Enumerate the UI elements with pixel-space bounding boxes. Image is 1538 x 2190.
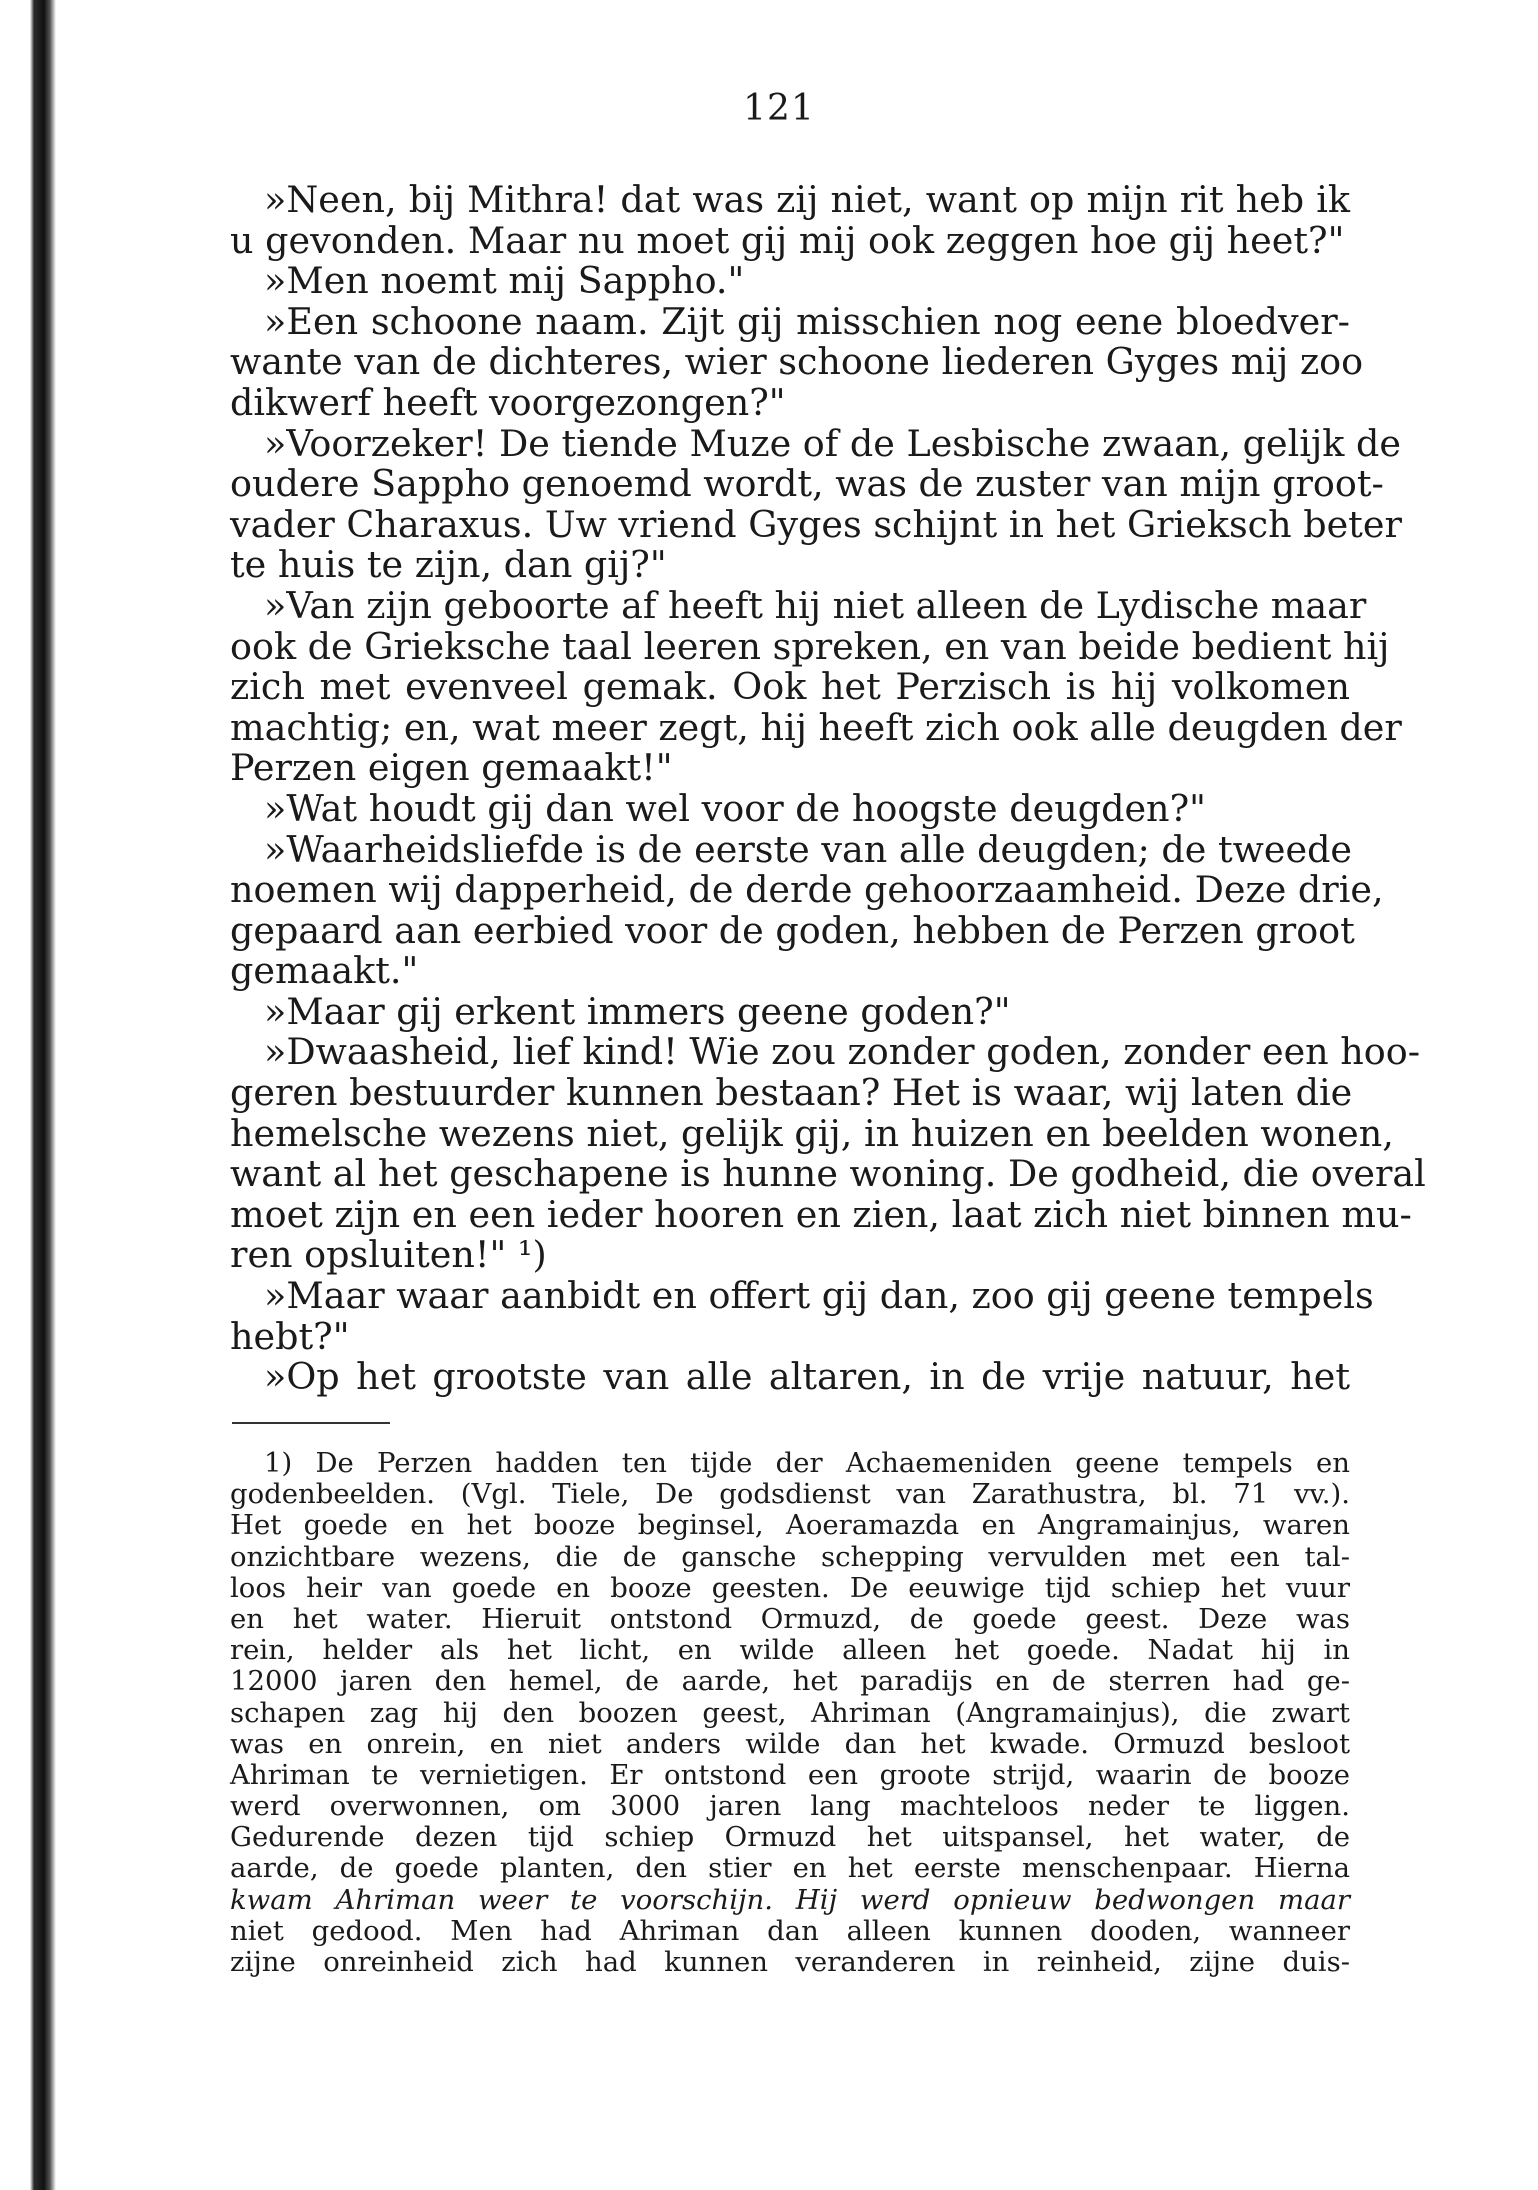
text-line: »Op het grootste van alle altaren, in de vrije natuur, het [264, 1355, 1350, 1399]
footnote-line: 1) De Perzen hadden ten tijde der Achaemeniden geene tempels en [264, 1447, 1350, 1479]
footnote-line: schapen zag hij den boozen geest, Ahriman (Angramainjus), die zwart [230, 1696, 1350, 1729]
text-line: gepaard aan eerbied voor de goden, hebben de Perzen groot [230, 908, 1355, 952]
text-line: geren bestuurder kunnen bestaan? Het is waar, wij laten die [230, 1071, 1353, 1115]
footnote-line: en het water. Hieruit ontstond Ormuzd, de goede geest. Deze was [230, 1602, 1350, 1635]
text-line: »Wat houdt gij dan wel voor de hoogste deugden?" [264, 786, 1206, 830]
body-text [230, 178, 1426, 1399]
text-line: »Voorzeker! De tiende Muze of de Lesbische zwaan, gelijk de [264, 421, 1401, 465]
text-line: wante van de dichteres, wier schoone liederen Gyges mij zoo [230, 340, 1364, 384]
footnote-line: kwam Ahriman weer te voorschijn. Hij werd opnieuw bedwongen maar [230, 1883, 1350, 1916]
footnote-line: zijne onreinheid zich had kunnen veranderen in reinheid, zijne duis- [230, 1946, 1350, 1978]
text-line: want al het geschapene is hunne woning. De godheid, die overal [230, 1152, 1426, 1196]
text-line: »Dwaasheid, lief kind! Wie zou zonder goden, zonder een hoo- [264, 1030, 1421, 1074]
footnote-line: rein, helder als het licht, en wilde alleen het goede. Nadat hij in [230, 1634, 1350, 1667]
text-line: »Van zijn geboorte af heeft hij niet alleen de Lydische maar [264, 583, 1367, 627]
text-line: noemen wij dapperheid, de derde gehoorzaamheid. Deze drie, [230, 868, 1384, 912]
text-line: ren opsluiten!" ¹) [230, 1233, 547, 1277]
text-line: »Waarheidsliefde is de eerste van alle deugden; de tweede [264, 827, 1353, 871]
text-line: »Men noemt mij Sappho." [264, 259, 745, 303]
text-line: »Neen, bij Mithra! dat was zij niet, want op mijn rit heb ik [264, 178, 1350, 221]
footnote-line: werd overwonnen, om 3000 jaren lang machteloos neder te liggen. [230, 1790, 1350, 1823]
footnote-line: aarde, de goede planten, den stier en het eerste menschenpaar. Hierna [230, 1852, 1350, 1885]
footnote-line: Ahriman te vernietigen. Er ontstond een groote strijd, waarin de booze [230, 1758, 1350, 1791]
footnote-line: godenbeelden. (Vgl. Tiele, De godsdienst van Zarathustra, bl. 71 vv.). [230, 1478, 1350, 1511]
page-number: 121 [743, 88, 815, 129]
text-line: hemelsche wezens niet, gelijk gij, in huizen en beelden wonen, [230, 1111, 1394, 1155]
text-line: Perzen eigen gemaakt!" [230, 746, 673, 790]
text-line: moet zijn en een ieder hooren en zien, laat zich niet binnen mu- [230, 1192, 1412, 1236]
footnote-line: onzichtbare wezens, die de gansche schepping vervulden met een tal- [230, 1540, 1350, 1573]
text-line: »Een schoone naam. Zijt gij misschien nog eene bloedver- [264, 299, 1350, 343]
footnote-separator [232, 1422, 390, 1424]
footnote [230, 1448, 1350, 1978]
text-line: gemaakt." [230, 949, 419, 993]
footnote-line: Het goede en het booze beginsel, Aoeramazda en Angramainjus, waren [230, 1509, 1350, 1542]
text-line: machtig; en, wat meer zegt, hij heeft zich ook alle deugden der [230, 705, 1402, 749]
page-binding-edge [0, 0, 58, 2190]
text-line: dikwerf heeft voorgezongen?" [230, 380, 786, 424]
footnote-line: niet gedood. Men had Ahriman dan alleen kunnen dooden, wanneer [230, 1914, 1350, 1947]
text-line: »Maar gij erkent immers geene goden?" [264, 989, 1011, 1033]
text-line: oudere Sappho genoemd wordt, was de zuster van mijn groot- [230, 462, 1384, 506]
text-line: te huis te zijn, dan gij?" [230, 543, 667, 587]
text-line: zich met evenveel gemak. Ook het Perzisch is hij volkomen [230, 665, 1350, 709]
text-line: hebt?" [230, 1314, 350, 1358]
text-line: u gevonden. Maar nu moet gij mij ook zeggen hoe gij heet?" [230, 218, 1345, 262]
footnote-line: was en onrein, en niet anders wilde dan het kwade. Ormuzd besloot [230, 1727, 1350, 1760]
text-line: ook de Grieksche taal leeren spreken, en van beide bedient hij [230, 624, 1390, 668]
text-line: »Maar waar aanbidt en offert gij dan, zoo gij geene tempels [264, 1274, 1374, 1318]
footnote-line: 12000 jaren den hemel, de aarde, het paradijs en de sterren had ge- [230, 1665, 1350, 1698]
text-line: vader Charaxus. Uw vriend Gyges schijnt in het Grieksch beter [230, 502, 1402, 546]
footnote-line: loos heir van goede en booze geesten. De eeuwige tijd schiep het vuur [230, 1571, 1350, 1604]
footnote-line: Gedurende dezen tijd schiep Ormuzd het uitspansel, het water, de [230, 1821, 1350, 1854]
